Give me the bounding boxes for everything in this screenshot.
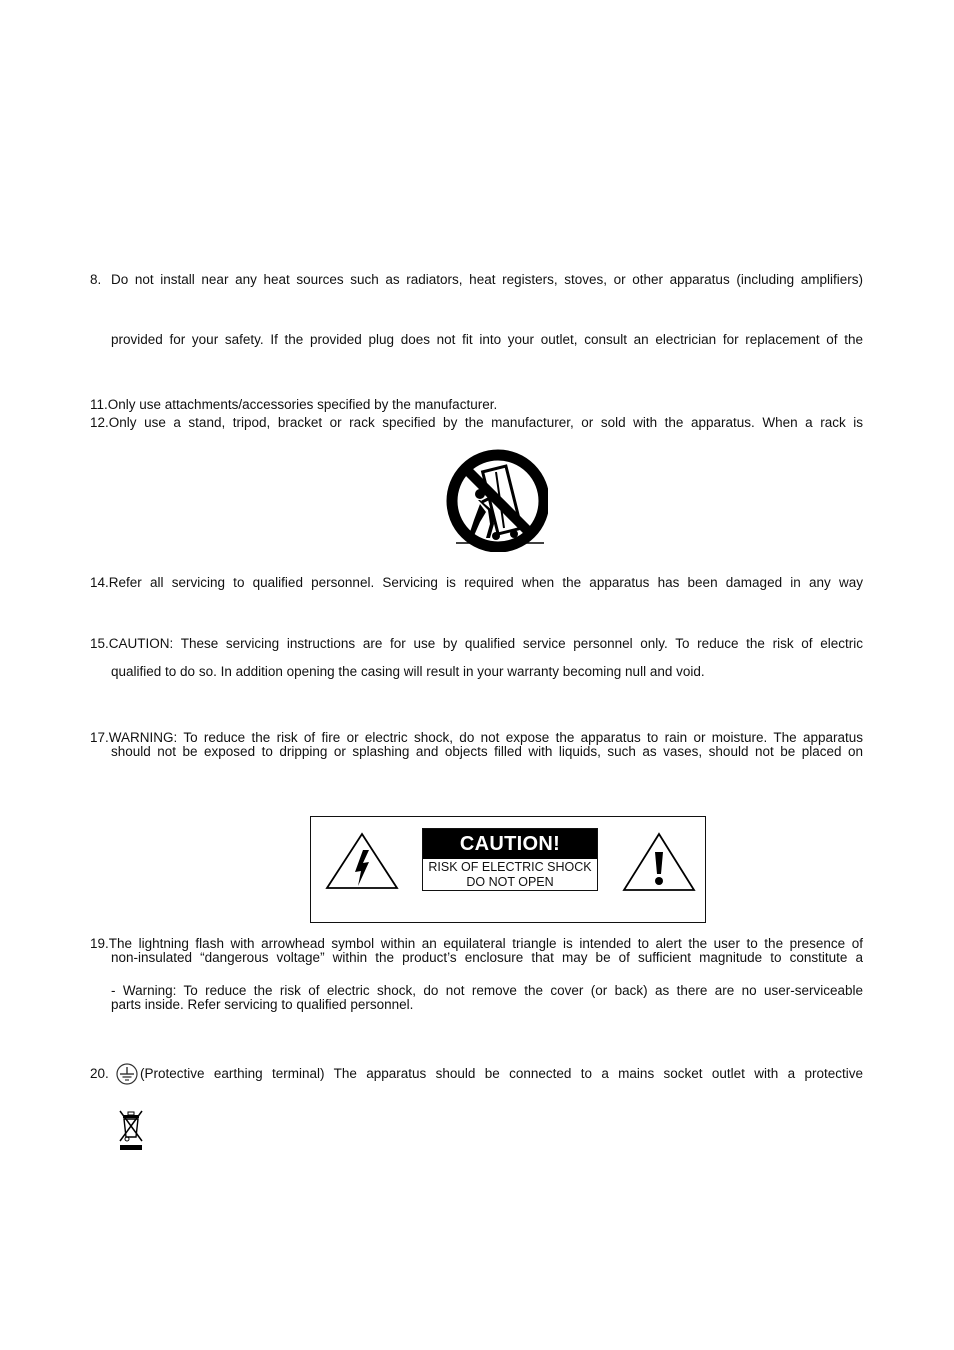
item-8-text: Do not install near any heat sources such as radiators, heat registers, stoves, or other apparatus (including amplifiers) — [111, 272, 863, 287]
item-19-text: 19.The lightning flash with arrowhead symbol within an equilateral triangle is intended to alert the user to the presence of — [90, 936, 863, 951]
item-11-text: 11.Only use attachments/accessories specified by the manufacturer. — [90, 397, 498, 412]
item-15-continuation: qualified to do so. In addition opening the casing will result in your warranty becoming null and void. — [111, 664, 705, 679]
item-17-text: 17.WARNING: To reduce the risk of fire or electric shock, do not expose the apparatus to rain or moisture. The apparatus — [90, 730, 863, 745]
caution-line-1: RISK OF ELECTRIC SHOCK — [428, 860, 592, 874]
caution-line-2: DO NOT OPEN — [466, 875, 554, 889]
item-20-number: 20. — [90, 1066, 109, 1081]
lightning-warning-icon — [325, 832, 399, 890]
crossed-out-bin-icon — [118, 1109, 144, 1151]
caution-heading: CAUTION! — [423, 829, 597, 859]
item-20-text: (Protective earthing terminal) The apparatus should be connected to a mains socket outlet with a protective — [140, 1066, 863, 1081]
item-10-text: provided for your safety. If the provided plug does not fit into your outlet, consult an electrician for replacement of the — [111, 332, 863, 347]
item-19-continuation: non-insulated “dangerous voltage” within the product’s enclosure that may be of sufficient magnitude to constitute a — [111, 950, 863, 965]
item-14-text: 14.Refer all servicing to qualified personnel. Servicing is required when the apparatus has been damaged in any way — [90, 575, 863, 590]
item-8-number: 8. — [90, 272, 102, 287]
caution-label — [422, 828, 598, 891]
protective-earth-icon — [116, 1063, 138, 1085]
exclamation-warning-icon — [622, 832, 696, 892]
item-15-text: 15.CAUTION: These servicing instructions are for use by qualified service personnel only. To reduce the risk of electric — [90, 636, 863, 651]
item-12-text: 12.Only use a stand, tripod, bracket or rack specified by the manufacturer, or sold with the apparatus. When a rack is — [90, 415, 863, 430]
item-17-continuation: should not be exposed to dripping or splashing and objects filled with liquids, such as vases, should not be placed on — [111, 744, 863, 759]
warning-text: - Warning: To reduce the risk of electric shock, do not remove the cover (or back) as there are no user-serviceable — [111, 983, 863, 998]
cart-tip-over-warning-icon — [440, 448, 548, 552]
warning-continuation: parts inside. Refer servicing to qualified personnel. — [111, 997, 414, 1012]
